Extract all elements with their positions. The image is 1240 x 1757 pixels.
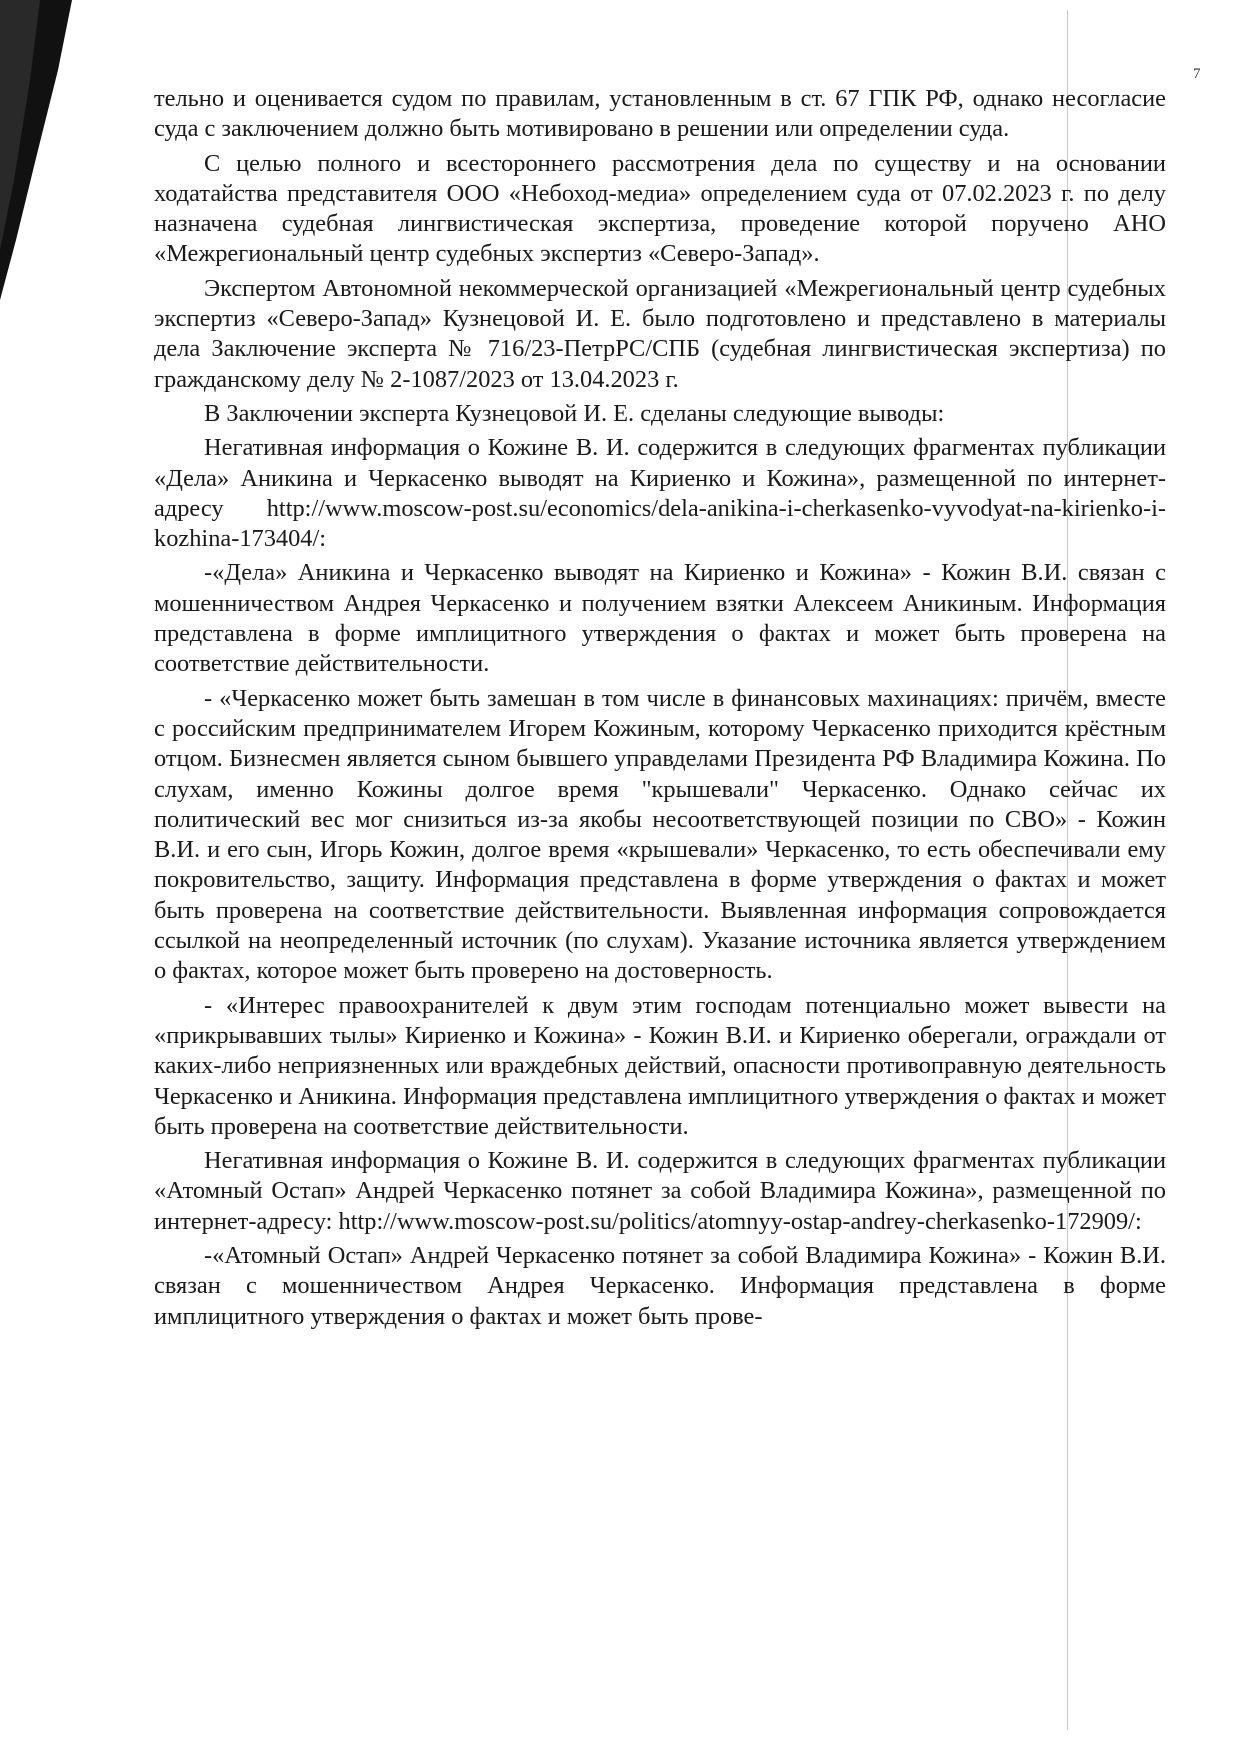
paragraph: - «Интерес правоохранителей к двум этим господам потенциально может вывести на «прикрывавших тылы» Кириенко и Кожина» - Кожин В.И. и Кириенко оберегали, ограждали от каких-либо неприязненных или враждебных действий, опасности противоправную деятельность Черкасенко и Аникина. Информация представлена имплицитного утверждения о фактах и может быть проверена на соответствие действительности. xyxy=(154,991,1166,1140)
paragraph: Экспертом Автономной некоммерческой организацией «Межрегиональный центр судебных экспертиз «Северо-Запад» Кузнецовой И. Е. было подготовлено и представлено в материалы дела Заключение эксперта № 716/23-ПетрРС/СПБ (судебная лингвистическая экспертиза) по гражданскому делу № 2-1087/2023 от 13.04.2023 г. xyxy=(154,274,1166,393)
scan-edge-shadow xyxy=(0,0,80,330)
paragraph: С целью полного и всестороннего рассмотрения дела по существу и на основании ходатайства представителя ООО «Небоход-медиа» определением суда от 07.02.2023 г. по делу назначена судебная лингвистическая экспертиза, проведение которой поручено АНО «Межрегиональный центр судебных экспертиз «Северо-Запад». xyxy=(154,149,1166,268)
paragraph: тельно и оценивается судом по правилам, установленным в ст. 67 ГПК РФ, однако несогласие суда с заключением должно быть мотивировано в решении или определении суда. xyxy=(154,85,1166,143)
paragraph: В Заключении эксперта Кузнецовой И. Е. сделаны следующие выводы: xyxy=(204,399,945,427)
page-number: 7 xyxy=(1193,66,1201,82)
paragraph: Негативная информация о Кожине В. И. содержится в следующих фрагментах публикации «Дела» Аникина и Черкасенко выводят на Кириенко и Кожина», размещенной по интернет-адресу http://www.moscow-post.su/economics/dela-anikina-i-cherkasenko-vyvodyat-na-kirienko-i-kozhina-173404/: xyxy=(154,434,1166,553)
body-text xyxy=(154,84,1166,1336)
paragraph: -«Атомный Остап» Андрей Черкасенко потянет за собой Владимира Кожина» - Кожин В.И. связан с мошенничеством Андрея Черкасенко. Информация представлена в форме имплицитного утверждения о фактах и может быть прове- xyxy=(154,1241,1166,1330)
paragraph: -«Дела» Аникина и Черкасенко выводят на Кириенко и Кожина» - Кожин В.И. связан с мошенничеством Андрея Черкасенко и получением взятки Алексеем Аникиным. Информация представлена в форме имплицитного утверждения о фактах и может быть проверена на соответствие действительности. xyxy=(154,559,1166,678)
paragraph: Негативная информация о Кожине В. И. содержится в следующих фрагментах публикации «Атомный Остап» Андрей Черкасенко потянет за собой Владимира Кожина», размещенной по интернет-адресу: http://www.moscow-post.su/politics/atomnyy-ostap-andrey-cherkasenko-172909/: xyxy=(154,1147,1166,1235)
paragraph: - «Черкасенко может быть замешан в том числе в финансовых махинациях: причём, вместе с российским предпринимателем Игорем Кожиным, которому Черкасенко приходится крёстным отцом. Бизнесмен является сыном бывшего управделами Президента РФ Владимира Кожина. По слухам, именно Кожины долгое время "крышевали" Черкасенко. Однако сейчас их политический вес мог снизиться из-за якобы несоответствующей позиции по СВО» - Кожин В.И. и его сын, Игорь Кожин, долгое время «крышевали» Черкасенко, то есть обеспечивали ему покровительство, защиту. Информация представлена в форме утверждения о фактах и может быть проверена на соответствие действительности. Выявленная информация сопровождается ссылкой на неопределенный источник (по слухам). Указание источника является утверждением о фактах, которое может быть проверено на достоверность. xyxy=(154,684,1166,985)
